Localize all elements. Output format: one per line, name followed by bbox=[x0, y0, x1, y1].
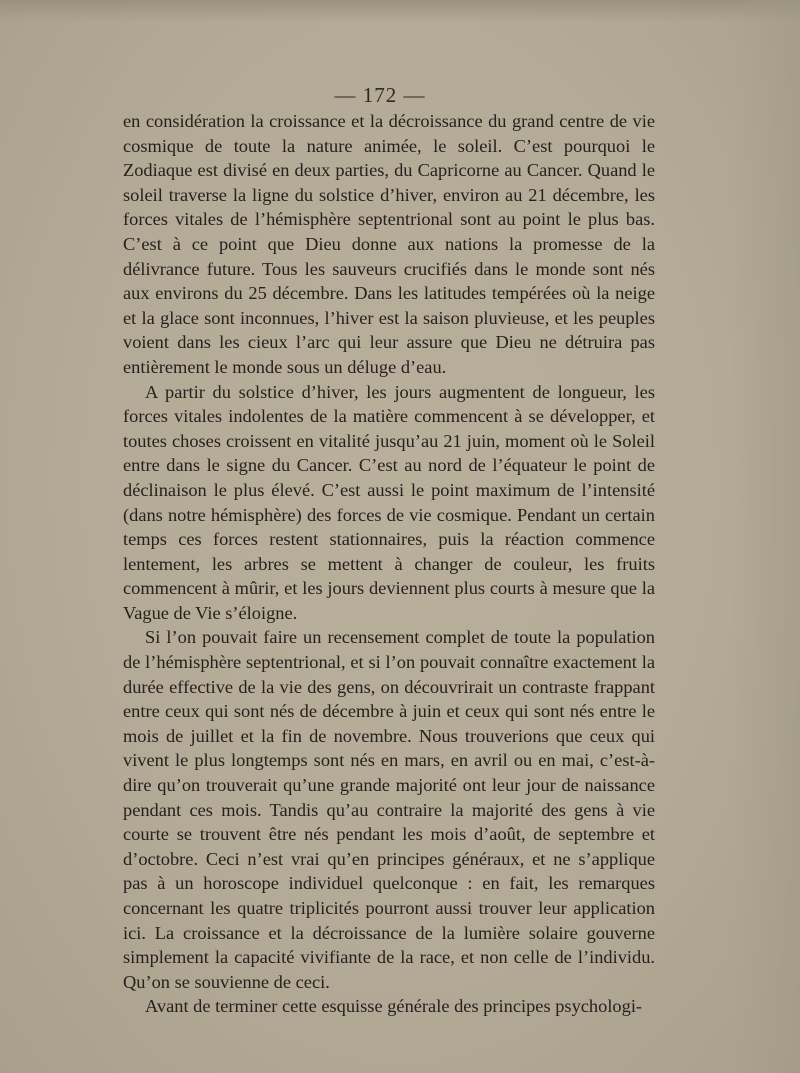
paragraph-2: A partir du solstice d’hiver, les jours augmentent de longueur, les forces vitales indolentes de la matière commencent à se développer, et toutes choses croissent en vitalité jusqu’au 21 juin, moment où le Soleil entre dans le signe du Cancer. C’est au nord de l’équateur le point de déclinaison le plus élevé. C’est aussi le point maximum de l’intensité (dans notre hémisphère) des forces de vie cosmique. Pendant un certain temps ces forces restent stationnaires, puis la réaction commence lentement, les arbres se mettent à changer de couleur, les fruits commencent à mûrir, et les jours deviennent plus courts à mesure que la Vague de Vie s’éloigne. bbox=[123, 381, 655, 623]
paragraph-1: en considération la croissance et la décroissance du grand centre de vie cosmique de toute la nature animée, le soleil. C’est pourquoi le Zodiaque est divisé en deux parties, du Capricorne au Cancer. Quand le soleil traverse la ligne du solstice d’hiver, environ au 21 décembre, les forces vitales de l’hémisphère septentrional sont au point le plus bas. C’est à ce point que Dieu donne aux nations la promesse de la délivrance future. Tous les sauveurs crucifiés dans le monde sont nés aux environs du 25 décembre. Dans les latitudes tempérées où la neige et la glace sont inconnues, l’hiver est la saison pluvieuse, et les peuples voient dans les cieux l’arc qui leur assure que Dieu ne détruira pas entièrement le monde sous un déluge d’eau. bbox=[123, 111, 655, 377]
page-top-shadow bbox=[0, 0, 800, 22]
page-number: — 172 — bbox=[334, 83, 426, 107]
body-text bbox=[123, 109, 655, 1019]
paragraph-3: Si l’on pouvait faire un recensement complet de toute la population de l’hémisphère septentrional, et si l’on pouvait connaître exactement la durée effective de la vie des gens, on découvrirait un contraste frappant entre ceux qui sont nés de décembre à juin et ceux qui sont nés entre le mois de juillet et la fin de novembre. Nous trouverions que ceux qui vivent le plus longtemps sont nés en mars, en avril ou en mai, c’est-à-dire qu’on trouverait qu’une grande majorité ont leur jour de naissance pendant ces mois. Tandis qu’au contraire la majorité des gens à vie courte se trouvent être nés pendant les mois d’août, de septembre et d’octobre. Ceci n’est vrai qu’en principes généraux, et ne s’applique pas à un horoscope individuel quelconque : en fait, les remarques concernant les quatre triplicités pourront aussi trouver leur application ici. La croissance et la décroissance de la lumière solaire gouverne simplement la capacité vivifiante de la race, et non celle de l’individu. Qu’on se souvienne de ceci. bbox=[123, 627, 655, 992]
paragraph-4: Avant de terminer cette esquisse générale des principes psychologi- bbox=[145, 996, 643, 1017]
page-right-edge bbox=[730, 0, 800, 1073]
